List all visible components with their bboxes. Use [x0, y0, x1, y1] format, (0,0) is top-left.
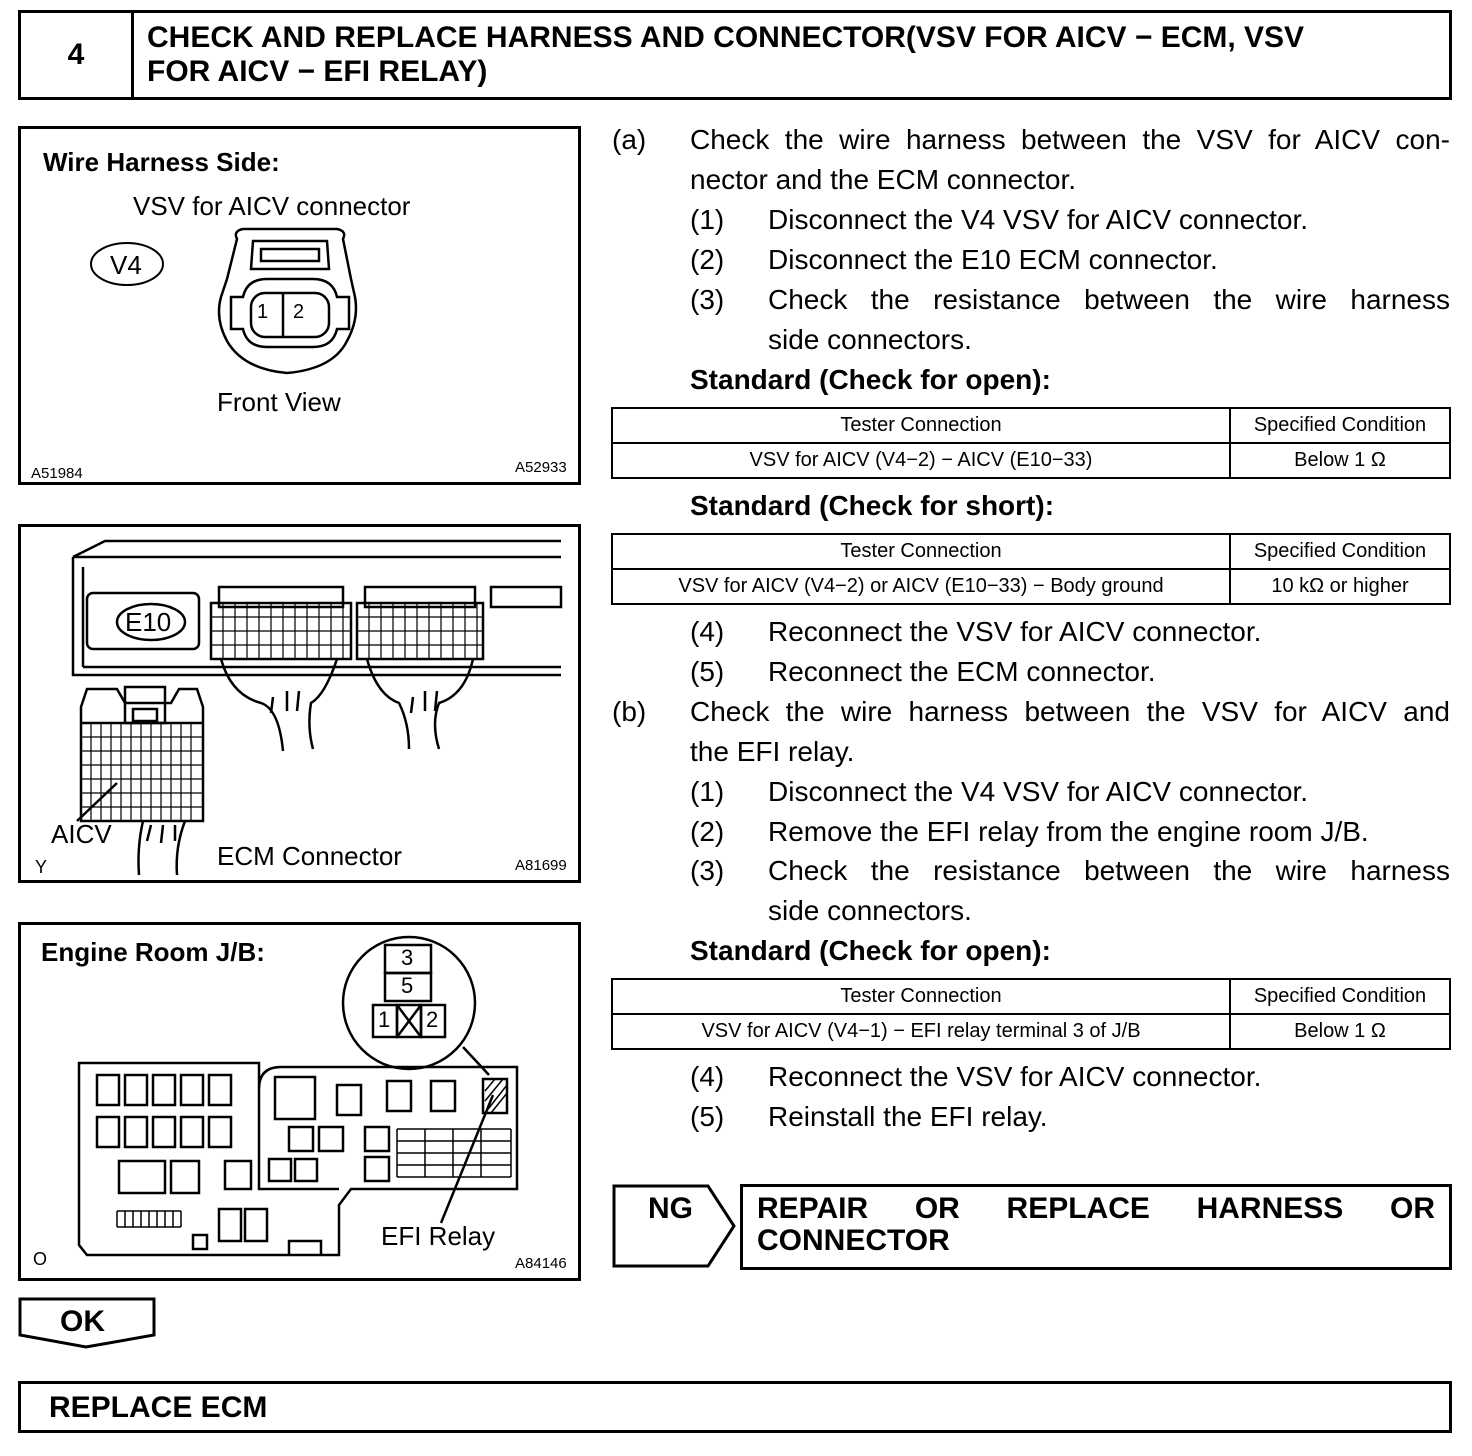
figure1-heading: Wire Harness Side:: [43, 147, 280, 177]
header-tester-connection: Tester Connection: [612, 534, 1230, 569]
cell-specified-condition: Below 1 Ω: [1230, 1014, 1450, 1049]
header-specified-condition: Specified Condition: [1230, 408, 1450, 443]
cell-tester-connection: VSV for AICV (V4−1) − EFI relay terminal 3 of J/B: [612, 1014, 1230, 1049]
step-a1-mark: (1): [690, 204, 725, 235]
figure-engine-room-jb: [18, 922, 581, 1281]
header-tester-connection: Tester Connection: [612, 979, 1230, 1014]
standard-open-heading-2: Standard (Check for open):: [690, 935, 1051, 966]
cell-tester-connection: VSV for AICV (V4−2) or AICV (E10−33) − Body ground: [612, 569, 1230, 604]
step-b-mark: (b): [612, 696, 647, 727]
ng-label: NG: [648, 1192, 693, 1225]
ng-action-text: [757, 1193, 1435, 1257]
table-header-row: [612, 979, 1450, 1014]
step-b3-text-line1: Check the resistance between the wire harness: [768, 855, 1450, 886]
ng-action-box: [740, 1184, 1452, 1270]
cell-specified-condition: 10 kΩ or higher: [1230, 569, 1450, 604]
ok-label: OK: [60, 1305, 105, 1338]
step-b5-text: Reinstall the EFI relay.: [768, 1101, 1048, 1132]
step-title-line1: CHECK AND REPLACE HARNESS AND CONNECTOR(VSV FOR AICV − ECM, VSV: [147, 21, 1305, 54]
table-row: [612, 443, 1450, 478]
step-b3-mark: (3): [690, 855, 725, 886]
ng-action-line2: CONNECTOR: [757, 1224, 950, 1257]
ng-arrow-box: [612, 1184, 736, 1270]
step-b2-text: Remove the EFI relay from the engine room J/B.: [768, 816, 1369, 847]
figure3-heading: Engine Room J/B:: [41, 937, 265, 967]
step-b3-text-line2: side connectors.: [768, 895, 972, 926]
ecm-connector-caption: ECM Connector: [217, 841, 402, 871]
step-a3-text-line1: Check the resistance between the wire harness: [768, 284, 1450, 315]
step-a5-text: Reconnect the ECM connector.: [768, 656, 1156, 687]
step-a2-text: Disconnect the E10 ECM connector.: [768, 244, 1218, 275]
figure-vsv-connector: [18, 126, 581, 485]
figure3-code: A84146: [515, 1255, 567, 1272]
header-tester-connection: Tester Connection: [612, 408, 1230, 443]
step-a-text-line1: Check the wire harness between the VSV for AICV con-: [690, 124, 1450, 155]
final-action-box: [18, 1381, 1452, 1433]
table-row: [612, 1014, 1450, 1049]
step-a-text-line2: nector and the ECM connector.: [690, 164, 1076, 195]
standard-short-heading: Standard (Check for short):: [690, 490, 1055, 521]
figure-ecm-connector: [18, 524, 581, 883]
connector-code-v4: V4: [110, 250, 142, 280]
front-view-label: Front View: [217, 387, 341, 417]
step-b1-text: Disconnect the V4 VSV for AICV connector.: [768, 776, 1309, 807]
figure3-corner-mark: O: [33, 1249, 48, 1269]
table-header-row: [612, 408, 1450, 443]
pin-1-label: 1: [257, 301, 269, 323]
connector-code-e10: E10: [125, 607, 172, 637]
standard-open-heading-1: Standard (Check for open):: [690, 364, 1051, 395]
step-b-text-line1: Check the wire harness between the VSV for AICV and: [690, 696, 1450, 727]
step-number: 4: [21, 13, 134, 97]
step-a1-text: Disconnect the V4 VSV for AICV connector.: [768, 204, 1309, 235]
spec-table-open-1: [611, 407, 1451, 479]
ng-action-line1: REPAIR OR REPLACE HARNESS OR: [757, 1192, 1435, 1225]
cell-specified-condition: Below 1 Ω: [1230, 443, 1450, 478]
aicv-terminal-label: AICV: [51, 819, 112, 849]
step-a3-text-line2: side connectors.: [768, 324, 972, 355]
cell-tester-connection: VSV for AICV (V4−2) − AICV (E10−33): [612, 443, 1230, 478]
step-a-mark: (a): [612, 124, 647, 155]
step-title: [147, 21, 1435, 89]
ok-arrow-box: [18, 1297, 158, 1349]
figure1-code-left: A51984: [31, 465, 83, 482]
step-a4-mark: (4): [690, 616, 725, 647]
spec-table-short: [611, 533, 1451, 605]
terminal-3-label: 3: [401, 945, 414, 970]
pin-2-label: 2: [293, 301, 305, 323]
step-title-line2: FOR AICV − EFI RELAY): [147, 55, 488, 88]
efi-relay-label: EFI Relay: [381, 1221, 496, 1251]
figure2-code: A81699: [515, 857, 567, 874]
figure1-code-right: A52933: [515, 459, 567, 476]
step-b2-mark: (2): [690, 816, 725, 847]
step-a4-text: Reconnect the VSV for AICV connector.: [768, 616, 1262, 647]
table-header-row: [612, 534, 1450, 569]
figure2-corner-mark: Y: [35, 857, 48, 877]
final-action-text: REPLACE ECM: [49, 1391, 268, 1424]
terminal-5-label: 5: [401, 973, 414, 998]
step-a3-mark: (3): [690, 284, 725, 315]
step-header: [18, 10, 1452, 100]
step-b4-mark: (4): [690, 1061, 725, 1092]
terminal-2-label: 2: [426, 1007, 439, 1032]
step-b4-text: Reconnect the VSV for AICV connector.: [768, 1061, 1262, 1092]
terminal-1-label: 1: [378, 1007, 391, 1032]
step-b-text-line2: the EFI relay.: [690, 736, 855, 767]
header-specified-condition: Specified Condition: [1230, 979, 1450, 1014]
header-specified-condition: Specified Condition: [1230, 534, 1450, 569]
figure1-caption: VSV for AICV connector: [133, 191, 411, 221]
step-a2-mark: (2): [690, 244, 725, 275]
step-a5-mark: (5): [690, 656, 725, 687]
step-b5-mark: (5): [690, 1101, 725, 1132]
step-b1-mark: (1): [690, 776, 725, 807]
table-row: [612, 569, 1450, 604]
spec-table-open-2: [611, 978, 1451, 1050]
